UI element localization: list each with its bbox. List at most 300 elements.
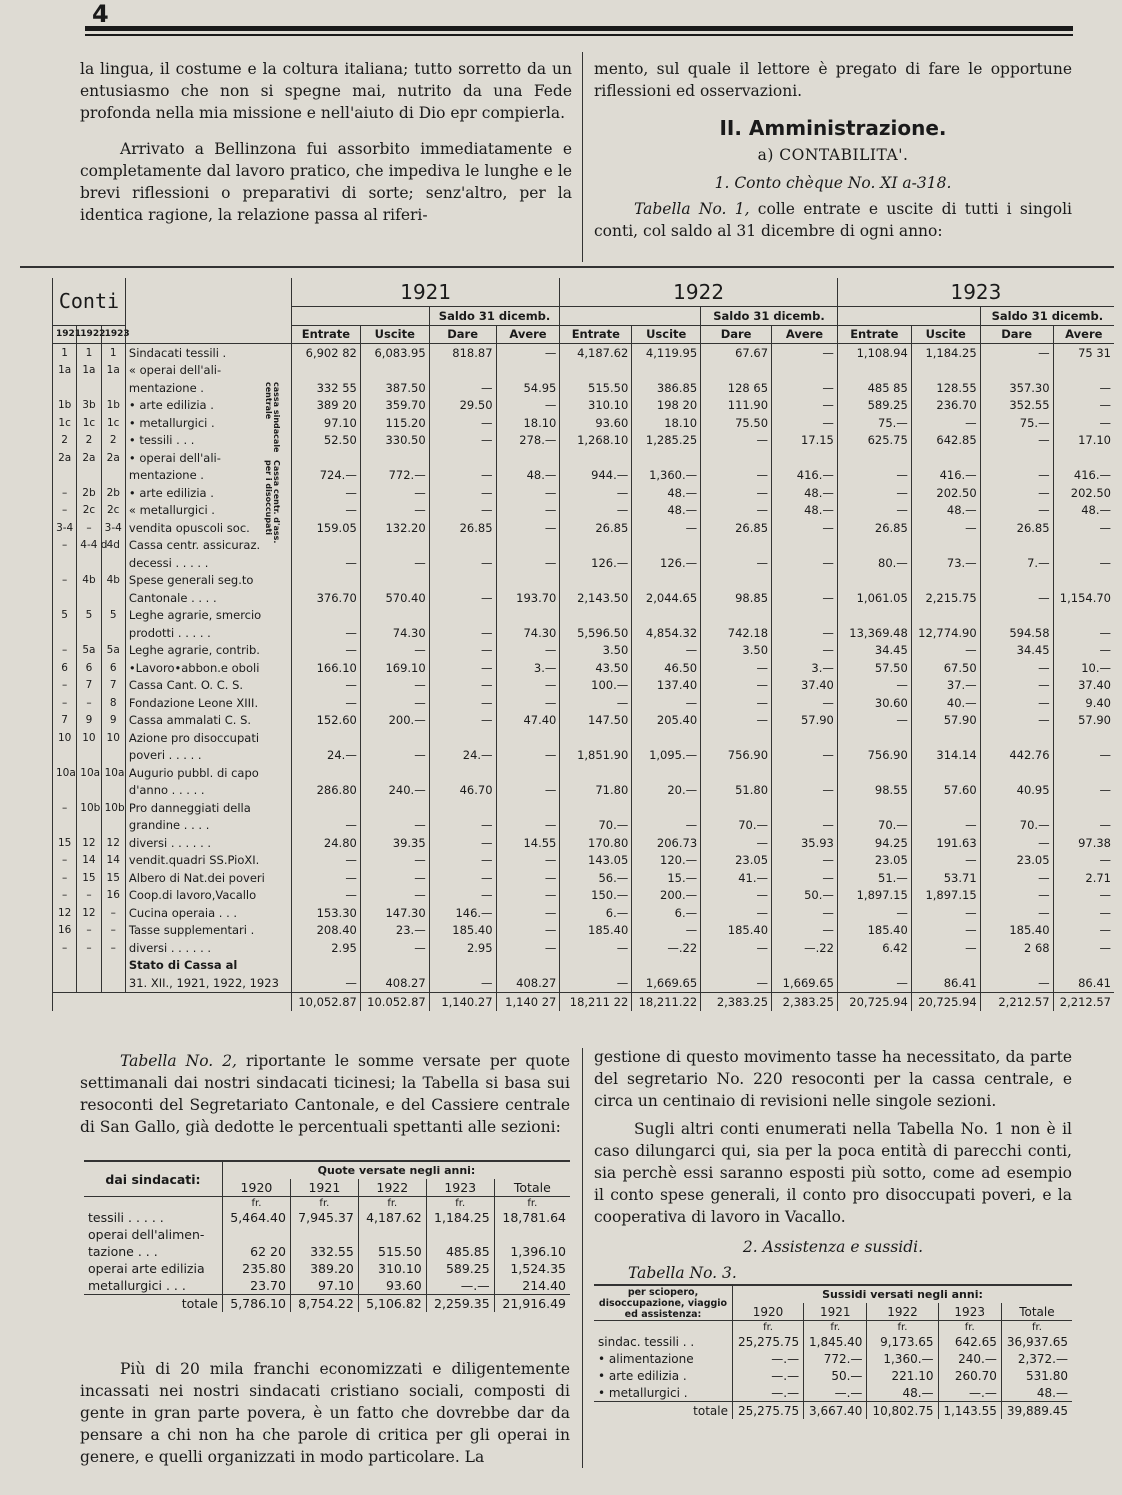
account-description: Stato di Cassa al <box>125 957 291 975</box>
amount-cell: 485 85 <box>837 379 911 397</box>
total-cell: 10,052.87 <box>291 992 360 1011</box>
account-number <box>77 589 101 607</box>
account-number: 5 <box>53 607 77 625</box>
account-number: 1a <box>101 362 125 380</box>
amount-cell: 13,369.48 <box>837 624 911 642</box>
amount-cell <box>496 799 560 817</box>
amount-cell: 26.85 <box>701 519 772 537</box>
amount-cell <box>429 572 496 590</box>
amount-cell: — <box>1053 782 1114 800</box>
account-description: Cassa ammalati C. S. <box>125 712 291 730</box>
amount-cell <box>360 449 429 467</box>
amount-cell: 1,897.15 <box>837 887 911 905</box>
account-number: 6 <box>101 659 125 677</box>
amount-cell: 25,275.75 <box>733 1333 804 1350</box>
account-number: – <box>53 502 77 520</box>
tabella2-intro <box>80 1050 570 1138</box>
total-label: totale <box>594 1402 733 1420</box>
account-description: 31. XII., 1921, 1922, 1923 <box>125 974 291 992</box>
account-number: – <box>53 869 77 887</box>
amount-cell: 97.10 <box>291 414 360 432</box>
account-number: 1a <box>53 362 77 380</box>
account-number: – <box>77 939 101 957</box>
amount-cell: — <box>496 677 560 695</box>
amount-cell <box>701 764 772 782</box>
amount-cell <box>358 1226 426 1243</box>
account-number <box>77 782 101 800</box>
amount-cell: 98.85 <box>701 589 772 607</box>
table-row <box>53 957 1115 975</box>
amount-cell: 150.— <box>560 887 632 905</box>
account-description: Augurio pubbl. di capo <box>125 764 291 782</box>
amount-cell: 37.40 <box>772 677 838 695</box>
account-description: d'anno . . . . . <box>125 782 291 800</box>
amount-cell <box>560 764 632 782</box>
amount-cell: 132.20 <box>360 519 429 537</box>
amount-cell: 37.— <box>911 677 980 695</box>
year-header: Totale <box>1001 1303 1072 1321</box>
amount-cell: — <box>980 887 1053 905</box>
amount-cell: 97.10 <box>290 1277 358 1295</box>
table-row <box>53 782 1115 800</box>
amount-cell <box>837 957 911 975</box>
amount-cell: — <box>911 817 980 835</box>
amount-cell: — <box>429 712 496 730</box>
amount-cell: 111.90 <box>701 397 772 415</box>
amount-cell: 206.73 <box>632 834 701 852</box>
amount-cell: 6.— <box>632 904 701 922</box>
left-top-column <box>80 58 572 232</box>
total-cell: 5,786.10 <box>223 1295 291 1313</box>
total-cell: 1,140.27 <box>429 992 496 1011</box>
amount-cell <box>496 537 560 555</box>
table-row <box>53 432 1115 450</box>
account-number: – <box>53 939 77 957</box>
amount-cell: — <box>772 747 838 765</box>
amount-cell: 2,143.50 <box>560 589 632 607</box>
t3-group-header: Sussidi versati negli anni: <box>733 1285 1073 1303</box>
entrate-header: Entrate <box>560 325 632 344</box>
amount-cell: 128 65 <box>701 379 772 397</box>
account-number: 2 <box>53 432 77 450</box>
totals-row <box>594 1402 1072 1420</box>
avere-header: Avere <box>772 325 838 344</box>
amount-cell <box>1053 799 1114 817</box>
amount-cell: 20.— <box>632 782 701 800</box>
amount-cell: 625.75 <box>837 432 911 450</box>
amount-cell: 48.— <box>1001 1384 1072 1402</box>
account-number: 2b <box>101 484 125 502</box>
amount-cell: — <box>837 677 911 695</box>
quote-table <box>84 1160 570 1312</box>
amount-cell: — <box>360 852 429 870</box>
amount-cell: 23.— <box>360 922 429 940</box>
amount-cell: — <box>772 589 838 607</box>
amount-cell: 2 68 <box>980 939 1053 957</box>
amount-cell <box>772 764 838 782</box>
amount-cell <box>1053 729 1114 747</box>
totals-row <box>53 992 1115 1011</box>
account-number: 2a <box>77 449 101 467</box>
account-number: 1b <box>53 397 77 415</box>
amount-cell <box>494 1226 570 1243</box>
year-header: 1922 <box>867 1303 938 1321</box>
account-number: 1c <box>53 414 77 432</box>
amount-cell: 185.40 <box>980 922 1053 940</box>
amount-cell: — <box>560 974 632 992</box>
amount-cell: — <box>496 554 560 572</box>
amount-cell <box>632 607 701 625</box>
account-number: – <box>77 694 101 712</box>
amount-cell: — <box>911 519 980 537</box>
amount-cell: — <box>1053 624 1114 642</box>
amount-cell: — <box>360 554 429 572</box>
blank-header <box>291 307 429 326</box>
dare-header: Dare <box>980 325 1053 344</box>
amount-cell: 50.— <box>772 887 838 905</box>
amount-cell: 185.40 <box>837 922 911 940</box>
total-cell: 10.052.87 <box>360 992 429 1011</box>
amount-cell: 48.— <box>772 484 838 502</box>
account-description: « operai dell'ali- <box>125 362 291 380</box>
amount-cell: — <box>980 834 1053 852</box>
amount-cell: — <box>496 887 560 905</box>
amount-cell: — <box>701 834 772 852</box>
amount-cell: — <box>360 502 429 520</box>
account-number: 1c <box>101 414 125 432</box>
account-number: – <box>53 694 77 712</box>
amount-cell <box>496 362 560 380</box>
saldo-header: Saldo 31 dicemb. <box>701 307 838 326</box>
amount-cell: — <box>291 624 360 642</box>
account-number: 15 <box>77 869 101 887</box>
tabella1-intro <box>594 198 1072 242</box>
amount-cell: 1,154.70 <box>1053 589 1114 607</box>
amount-cell: 6.— <box>560 904 632 922</box>
account-number: 2 <box>77 432 101 450</box>
amount-cell: — <box>772 554 838 572</box>
amount-cell: 6,083.95 <box>360 344 429 362</box>
uscite-header: Uscite <box>911 325 980 344</box>
table-row <box>53 624 1115 642</box>
currency-label: fr. <box>358 1197 426 1210</box>
amount-cell: — <box>772 379 838 397</box>
account-number <box>101 589 125 607</box>
amount-cell <box>496 957 560 975</box>
amount-cell: —.— <box>733 1350 804 1367</box>
total-cell: 1,143.55 <box>938 1402 1001 1420</box>
amount-cell <box>632 799 701 817</box>
amount-cell: — <box>291 869 360 887</box>
amount-cell <box>837 362 911 380</box>
amount-cell <box>429 957 496 975</box>
account-number: – <box>101 922 125 940</box>
account-description: diversi . . . . . . <box>125 834 291 852</box>
currency-label: fr. <box>1001 1321 1072 1334</box>
amount-cell: 50.— <box>804 1367 867 1384</box>
amount-cell <box>837 572 911 590</box>
amount-cell <box>911 537 980 555</box>
amount-cell: — <box>772 397 838 415</box>
amount-cell: 100.— <box>560 677 632 695</box>
amount-cell: 86.41 <box>1053 974 1114 992</box>
amount-cell: 515.50 <box>358 1243 426 1260</box>
table-row <box>53 922 1115 940</box>
section-title: II. Amministrazione. <box>719 116 947 140</box>
amount-cell: 570.40 <box>360 589 429 607</box>
dare-header: Dare <box>429 325 496 344</box>
amount-cell: — <box>291 887 360 905</box>
amount-cell: 772.— <box>360 467 429 485</box>
amount-cell: — <box>1053 642 1114 660</box>
amount-cell: 17.15 <box>772 432 838 450</box>
table-row <box>53 642 1115 660</box>
amount-cell <box>837 764 911 782</box>
amount-cell: 205.40 <box>632 712 701 730</box>
amount-cell: 26.85 <box>429 519 496 537</box>
header-rule <box>85 26 1073 31</box>
amount-cell: 389 20 <box>291 397 360 415</box>
table-row <box>84 1226 570 1243</box>
amount-cell: 126.— <box>560 554 632 572</box>
amount-cell <box>560 362 632 380</box>
amount-cell: 75 31 <box>1053 344 1114 362</box>
amount-cell: 67.67 <box>701 344 772 362</box>
amount-cell <box>837 729 911 747</box>
amount-cell: 70.— <box>701 817 772 835</box>
amount-cell: — <box>837 712 911 730</box>
amount-cell <box>632 537 701 555</box>
amount-cell: — <box>496 904 560 922</box>
amount-cell: — <box>772 869 838 887</box>
amount-cell: 332.55 <box>290 1243 358 1260</box>
account-description: Cantonale . . . . <box>125 589 291 607</box>
amount-cell: — <box>291 502 360 520</box>
table-row <box>53 572 1115 590</box>
account-number: 10a <box>77 764 101 782</box>
amount-cell: 408.27 <box>496 974 560 992</box>
table-row <box>594 1367 1072 1384</box>
account-number <box>53 589 77 607</box>
right-top-column <box>594 58 1072 248</box>
amount-cell: 51.— <box>837 869 911 887</box>
amount-cell <box>560 957 632 975</box>
total-label: totale <box>84 1295 223 1313</box>
currency-label: fr. <box>426 1197 494 1210</box>
year-col-1922: 1922 <box>77 325 101 344</box>
amount-cell: 278.— <box>496 432 560 450</box>
amount-cell: 71.80 <box>560 782 632 800</box>
amount-cell: — <box>360 484 429 502</box>
amount-cell: — <box>911 922 980 940</box>
amount-cell: 260.70 <box>938 1367 1001 1384</box>
account-number: – <box>53 572 77 590</box>
account-number <box>101 379 125 397</box>
amount-cell: 51.80 <box>701 782 772 800</box>
account-number: 15 <box>101 869 125 887</box>
table-row <box>84 1209 570 1226</box>
account-number: 10a <box>101 764 125 782</box>
currency-row <box>594 1321 1072 1334</box>
account-number: 10 <box>101 729 125 747</box>
amount-cell: — <box>1053 887 1114 905</box>
account-description: Cassa Cant. O. C. S. <box>125 677 291 695</box>
amount-cell <box>701 729 772 747</box>
account-number: 4b <box>77 572 101 590</box>
row-label: • arte edilizia . <box>598 1368 687 1383</box>
amount-cell: 46.50 <box>632 659 701 677</box>
row-label: • alimentazione <box>598 1351 694 1366</box>
account-number: 14 <box>77 852 101 870</box>
total-cell: 2,212.57 <box>980 992 1053 1011</box>
amount-cell: — <box>360 887 429 905</box>
amount-cell <box>980 537 1053 555</box>
account-description: Azione pro disoccupati <box>125 729 291 747</box>
amount-cell: 1,184.25 <box>426 1209 494 1226</box>
table-row <box>53 817 1115 835</box>
amount-cell: —.— <box>426 1277 494 1295</box>
amount-cell <box>701 957 772 975</box>
amount-cell: — <box>701 939 772 957</box>
amount-cell: 240.— <box>360 782 429 800</box>
amount-cell: 200.— <box>632 887 701 905</box>
totals-row <box>84 1295 570 1313</box>
account-description: Cassa centr. assicuraz. <box>125 537 291 555</box>
amount-cell: 3.— <box>496 659 560 677</box>
account-number <box>101 782 125 800</box>
saldo-header: Saldo 31 dicemb. <box>980 307 1114 326</box>
amount-cell <box>632 449 701 467</box>
amount-cell: — <box>429 694 496 712</box>
amount-cell: 137.40 <box>632 677 701 695</box>
amount-cell: 442.76 <box>980 747 1053 765</box>
amount-cell: — <box>911 852 980 870</box>
amount-cell <box>360 957 429 975</box>
amount-cell <box>911 449 980 467</box>
amount-cell <box>291 957 360 975</box>
account-number <box>53 379 77 397</box>
account-number: 9 <box>77 712 101 730</box>
paragraph: gestione di questo movimento tasse ha necessitato, da parte del segretario No. 220 resoconti per la cassa centrale, e circa un centinaio di revisioni nelle singole sezioni. <box>594 1048 1072 1110</box>
amount-cell: 724.— <box>291 467 360 485</box>
amount-cell: 75.50 <box>701 414 772 432</box>
account-number: 2a <box>53 449 77 467</box>
amount-cell: 416.— <box>911 467 980 485</box>
tabella2-label: Tabella No. 2, <box>120 1052 237 1070</box>
account-number: 2c <box>77 502 101 520</box>
amount-cell: 24.80 <box>291 834 360 852</box>
amount-cell: — <box>496 922 560 940</box>
amount-cell: — <box>701 554 772 572</box>
amount-cell <box>980 957 1053 975</box>
account-number: 12 <box>53 904 77 922</box>
amount-cell <box>632 729 701 747</box>
account-description: « metallurgici . <box>125 502 291 520</box>
amount-cell <box>560 799 632 817</box>
amount-cell: 594.58 <box>980 624 1053 642</box>
amount-cell: — <box>837 904 911 922</box>
amount-cell: 1,360.— <box>867 1350 938 1367</box>
amount-cell: 39.35 <box>360 834 429 852</box>
amount-cell <box>980 799 1053 817</box>
amount-cell <box>360 607 429 625</box>
amount-cell: 74.30 <box>360 624 429 642</box>
amount-cell: — <box>291 694 360 712</box>
amount-cell: — <box>772 344 838 362</box>
account-number <box>77 974 101 992</box>
amount-cell: — <box>496 782 560 800</box>
amount-cell: 17.10 <box>1053 432 1114 450</box>
blank-cell <box>594 1321 733 1334</box>
amount-cell <box>772 729 838 747</box>
account-number: – <box>53 852 77 870</box>
amount-cell: 6.42 <box>837 939 911 957</box>
amount-cell <box>429 362 496 380</box>
amount-cell: 1,108.94 <box>837 344 911 362</box>
amount-cell <box>911 764 980 782</box>
amount-cell: 6,902 82 <box>291 344 360 362</box>
year-header-1923: 1923 <box>837 278 1114 307</box>
amount-cell: — <box>772 817 838 835</box>
amount-cell: — <box>980 712 1053 730</box>
amount-cell: — <box>632 922 701 940</box>
amount-cell <box>560 729 632 747</box>
amount-cell <box>560 572 632 590</box>
amount-cell: 37.40 <box>1053 677 1114 695</box>
account-description: Cucina operaia . . . <box>125 904 291 922</box>
account-description: prodotti . . . . . <box>125 624 291 642</box>
account-number: 1c <box>77 414 101 432</box>
amount-cell: 23.70 <box>223 1277 291 1295</box>
amount-cell: 5,464.40 <box>223 1209 291 1226</box>
amount-cell: — <box>496 344 560 362</box>
account-description: vendit.quadri SS.PioXI. <box>125 852 291 870</box>
account-number <box>53 974 77 992</box>
account-number <box>53 467 77 485</box>
amount-cell: 2,372.— <box>1001 1350 1072 1367</box>
account-number: 12 <box>77 834 101 852</box>
account-number: – <box>53 799 77 817</box>
amount-cell: — <box>980 869 1053 887</box>
account-description: Spese generali seg.to <box>125 572 291 590</box>
amount-cell: — <box>429 414 496 432</box>
amount-cell <box>701 572 772 590</box>
amount-cell: 1,268.10 <box>560 432 632 450</box>
amount-cell <box>980 572 1053 590</box>
amount-cell: 1,851.90 <box>560 747 632 765</box>
account-description: Tasse supplementari . <box>125 922 291 940</box>
uscite-header: Uscite <box>360 325 429 344</box>
amount-cell: 26.85 <box>560 519 632 537</box>
amount-cell <box>632 764 701 782</box>
account-number: 3b <box>77 397 101 415</box>
amount-cell: 185.40 <box>560 922 632 940</box>
year-header: 1923 <box>938 1303 1001 1321</box>
account-number: 14 <box>101 852 125 870</box>
amount-cell: 416.— <box>1053 467 1114 485</box>
account-number <box>53 554 77 572</box>
left-bottom-column <box>80 1050 570 1144</box>
amount-cell: 14.55 <box>496 834 560 852</box>
amount-cell: 3.— <box>772 659 838 677</box>
account-number <box>101 974 125 992</box>
table-row <box>53 344 1115 362</box>
amount-cell <box>701 799 772 817</box>
table-row <box>53 414 1115 432</box>
entrate-header: Entrate <box>291 325 360 344</box>
amount-cell <box>360 362 429 380</box>
amount-cell <box>291 607 360 625</box>
